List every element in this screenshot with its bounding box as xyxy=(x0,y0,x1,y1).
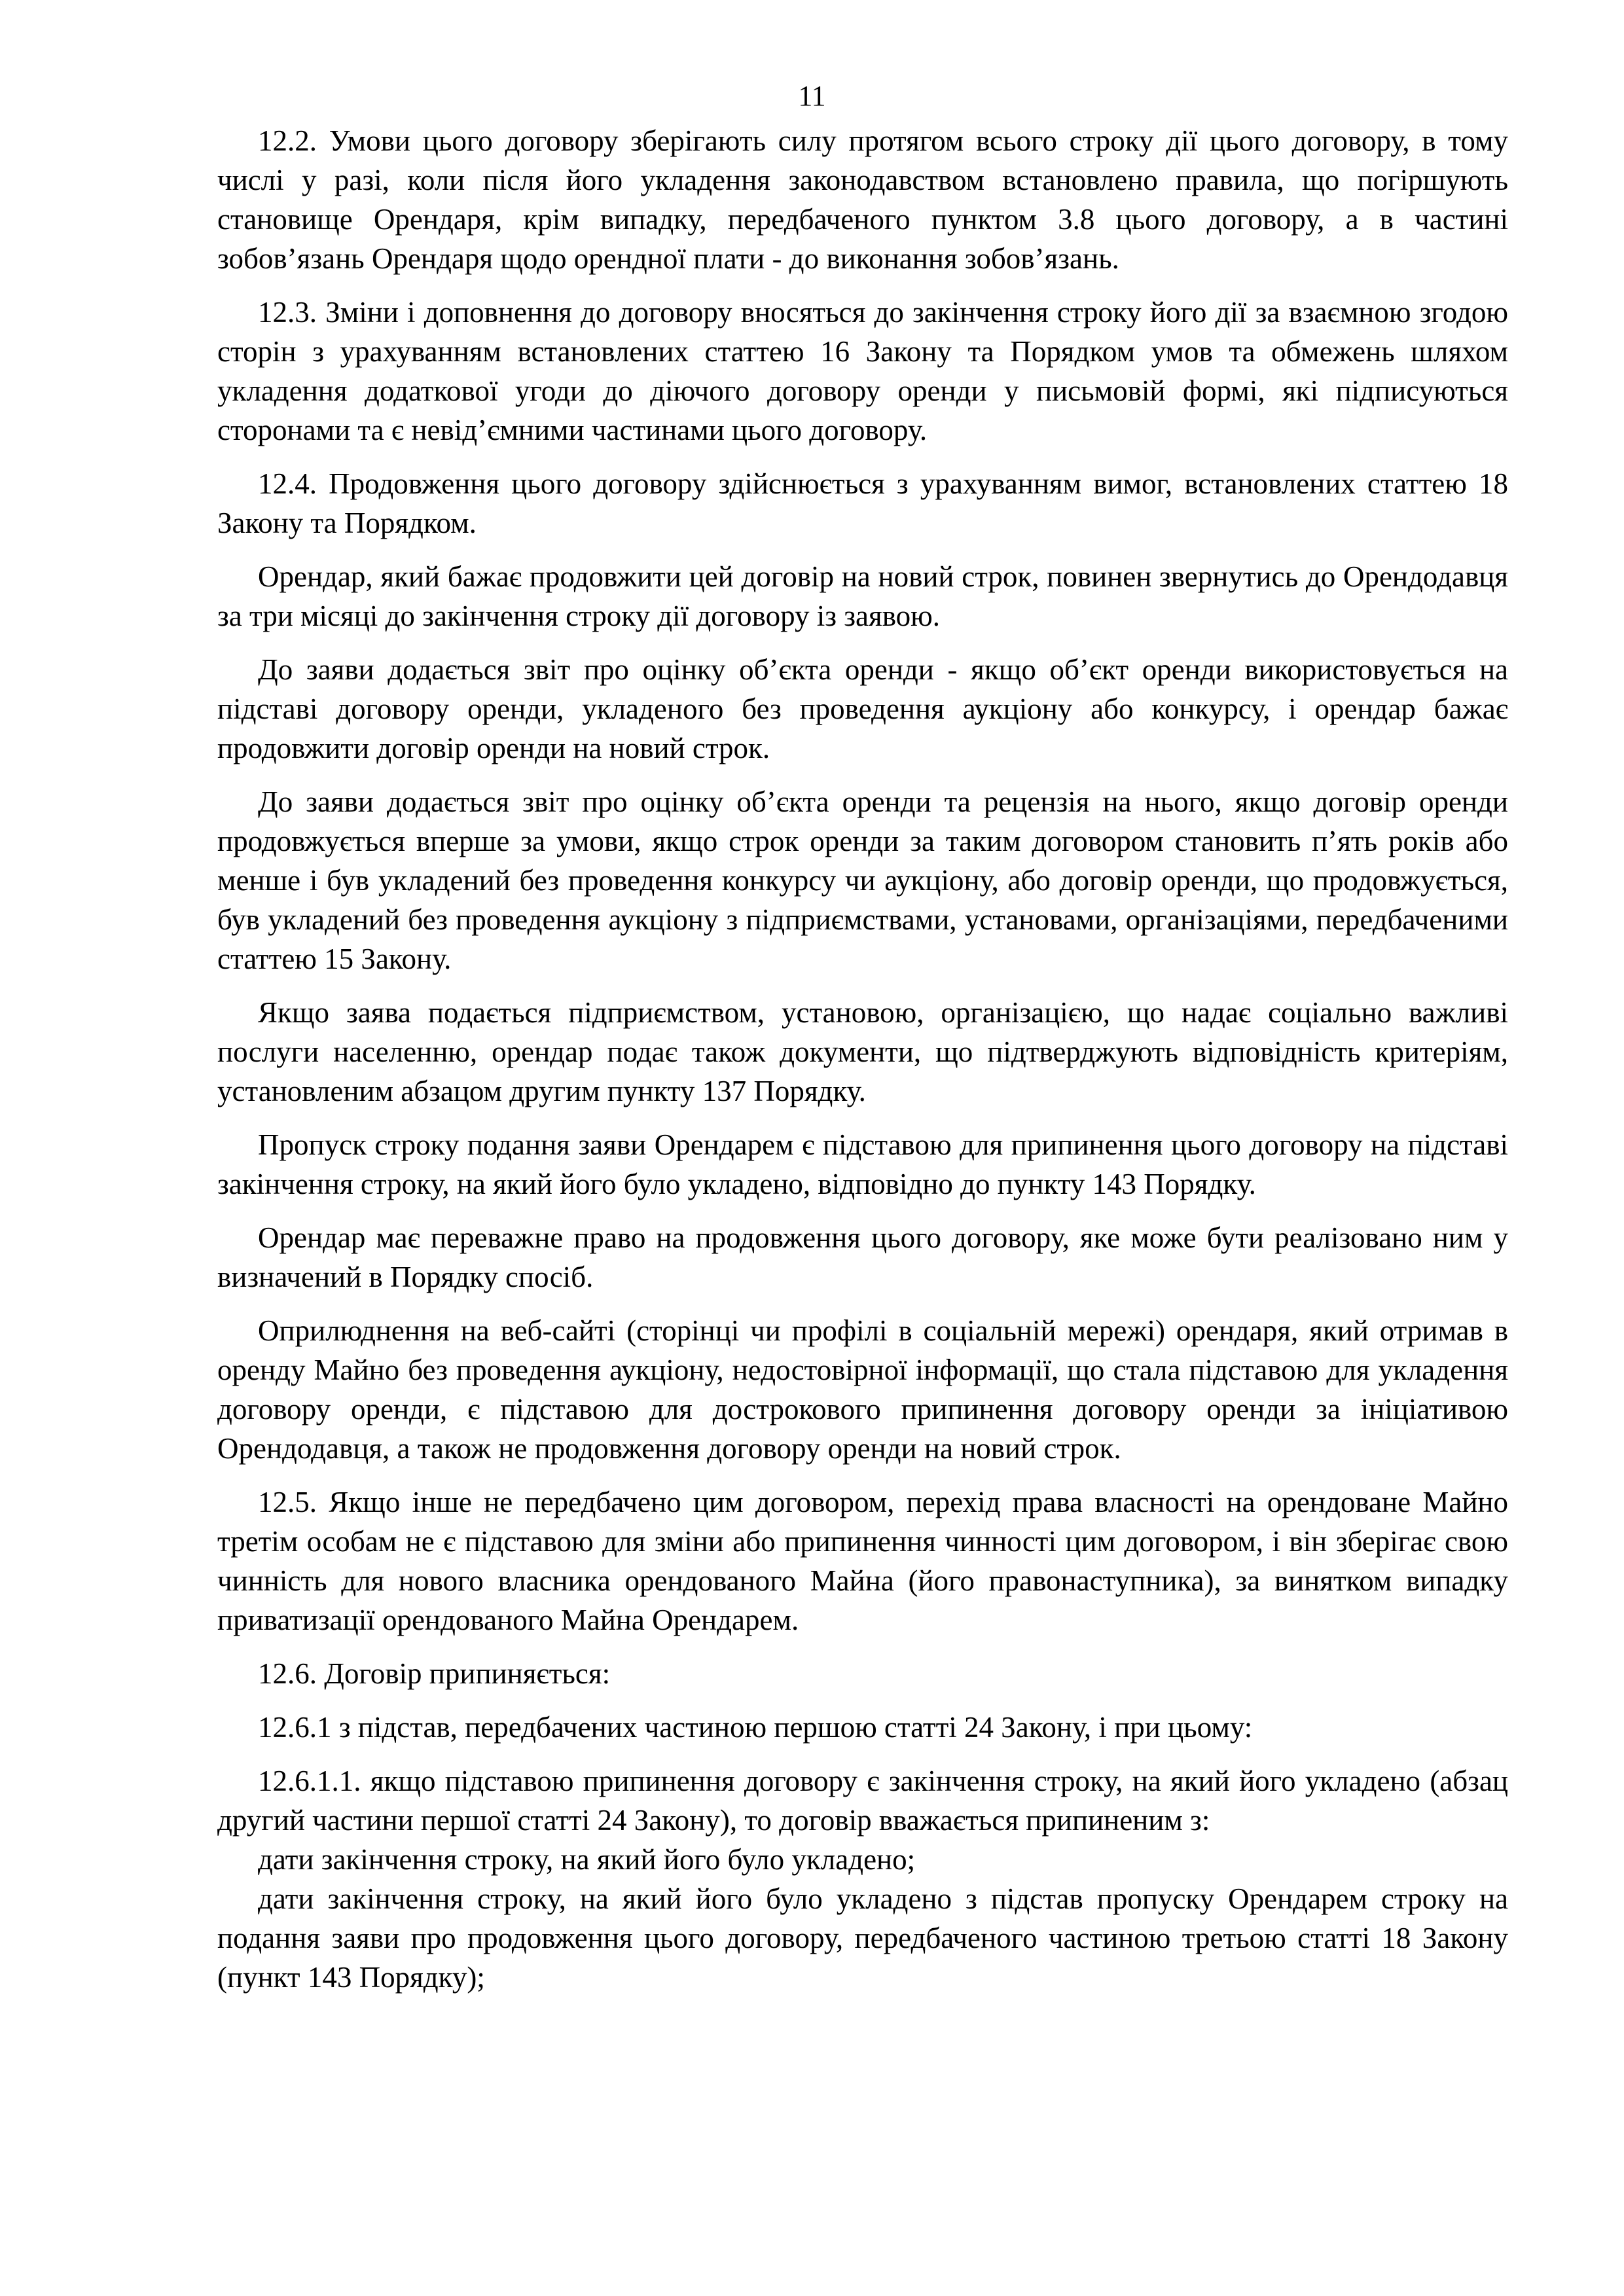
clause-12-5: 12.5. Якщо інше не передбачено цим договором, перехід права власності на орендоване Майно третім особам не є підставою для зміни або припинення чинності цим договором, і він зберігає свою чинність для нового власника орендованого Майна (його правонаступника), за винятком випадку приватизації орендованого Майна Орендарем. xyxy=(217,1486,1508,1636)
clause-12-4-valuation-report: До заяви додається звіт про оцінку об’єкта оренди - якщо об’єкт оренди використовується на підставі договору оренди, укладеного без проведення аукціону або конкурсу, і орендар бажає продовжити договір оренди на новий строк. xyxy=(217,653,1508,764)
document-body xyxy=(217,121,1508,1997)
clause-12-6: 12.6. Договір припиняється: xyxy=(258,1657,611,1690)
clause-12-6-1-1: 12.6.1.1. якщо підставою припинення договору є закінчення строку, на який його укладено (абзац другий частини першої статті 24 Закону), то договір вважається припиненим з: xyxy=(217,1765,1508,1837)
clause-12-4: 12.4. Продовження цього договору здійснюється з урахуванням вимог, встановлених статтею 18 Закону та Порядком. xyxy=(217,467,1508,539)
clause-12-4-social-services: Якщо заява подається підприємством, установою, організацією, що надає соціально важливі послуги населенню, орендар подає також документи, що підтверджують відповідність критеріям, установленим абзацом другим пункту 137 Порядку. xyxy=(217,996,1508,1107)
clause-12-6-1-1-item-a: дати закінчення строку, на який його було укладено; xyxy=(258,1843,916,1876)
clause-12-4-valuation-review: До заяви додається звіт про оцінку об’єкта оренди та рецензія на нього, якщо договір оренди продовжується вперше за умови, якщо строк оренди за таким договором становить п’ять років або менше і був укладений без проведення конкурсу чи аукціону, або договір оренди, що продовжується, був укладений без проведення аукціону з підприємствами, установами, організаціями, передбаченими статтею 15 Закону. xyxy=(217,785,1508,975)
clause-12-6-1-1-item-b: дати закінчення строку, на який його було укладено з підстав пропуску Орендарем строку на подання заяви про продовження цього договору, передбаченого частиною третьою статті 18 Закону (пункт 143 Порядку); xyxy=(217,1882,1508,1994)
clause-12-3: 12.3. Зміни і доповнення до договору вносяться до закінчення строку його дії за взаємною згодою сторін з урахуванням встановлених статтею 16 Закону та Порядком умов та обмежень шляхом укладення додаткової угоди до діючого договору оренди у письмовій формі, які підписуються сторонами та є невід’ємними частинами цього договору. xyxy=(217,296,1508,446)
clause-12-4-preemptive-right: Орендар має переважне право на продовження цього договору, яке може бути реалізовано ним у визначений в Порядку спосіб. xyxy=(217,1221,1508,1293)
clause-12-4-false-information: Оприлюднення на веб-сайті (сторінці чи профілі в соціальній мережі) орендаря, який отримав в оренду Майно без проведення аукціону, недостовірної інформації, що стала підставою для укладення договору оренди, є підставою для дострокового припинення договору оренди за ініціативою Орендодавця, а також не продовження договору оренди на новий строк. xyxy=(217,1314,1508,1465)
clause-12-2: 12.2. Умови цього договору зберігають силу протягом всього строку дії цього договору, в тому числі у разі, коли після його укладення законодавством встановлено правила, що погіршують становище Орендаря, крім випадку, передбаченого пунктом 3.8 цього договору, а в частині зобов’язань Орендаря щодо орендної плати - до виконання зобов’язань. xyxy=(217,124,1508,275)
clause-12-4-missed-deadline: Пропуск строку подання заяви Орендарем є підставою для припинення цього договору на підставі закінчення строку, на який його було укладено, відповідно до пункту 143 Порядку. xyxy=(217,1128,1508,1200)
clause-12-6-1: 12.6.1 з підстав, передбачених частиною першою статті 24 Закону, і при цьому: xyxy=(258,1711,1253,1744)
clause-12-4-application-deadline: Орендар, який бажає продовжити цей договір на новий строк, повинен звернутись до Орендодавця за три місяці до закінчення строку дії договору із заявою. xyxy=(217,560,1508,632)
page-number: 11 xyxy=(798,80,826,112)
